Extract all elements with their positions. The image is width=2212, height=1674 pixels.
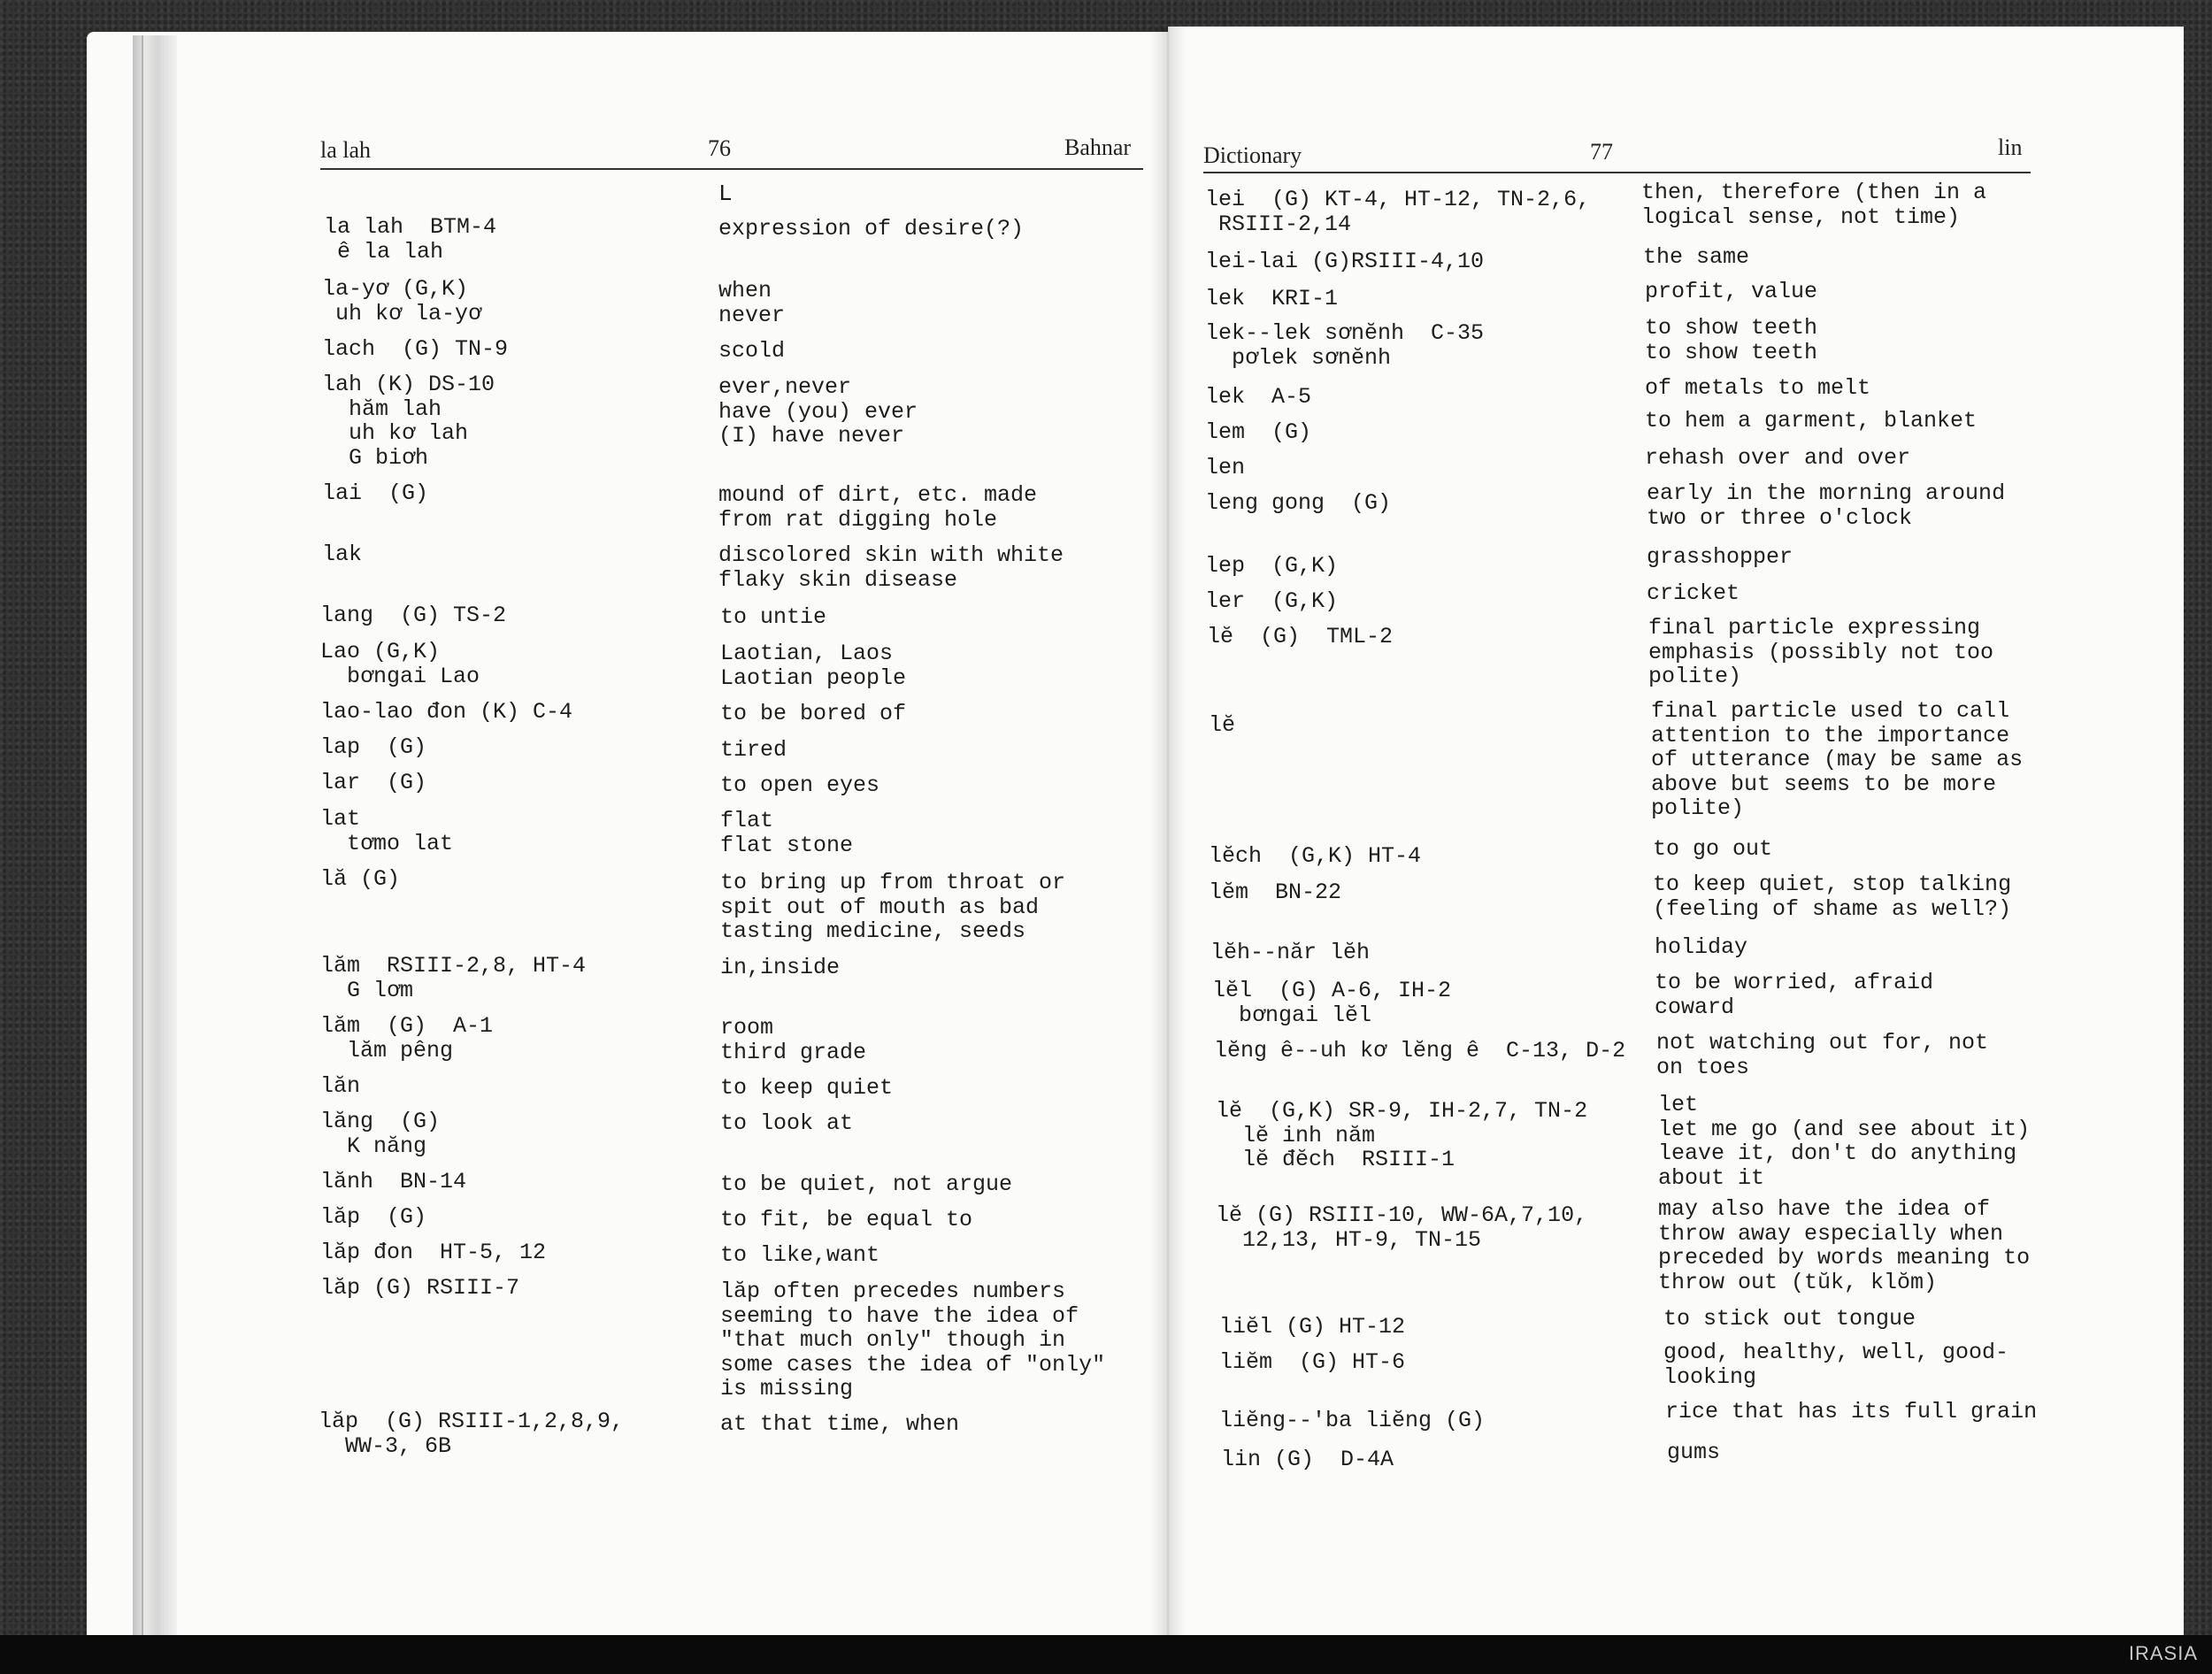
entry-term: lin (G) D-4A	[1221, 1447, 1394, 1472]
entry-term: lek KRI-1	[1205, 286, 1339, 311]
entry-gloss: expression of desire(?)	[718, 216, 1025, 242]
entry-gloss: final particle expressing emphasis (possibly not too polite)	[1648, 615, 1994, 689]
left-running-title: Bahnar	[1064, 134, 1132, 160]
right-header-rule	[1203, 172, 2031, 173]
entry-term: lăp (G) RSIII-7	[320, 1275, 520, 1301]
entry-gloss: rehash over and over	[1645, 445, 1911, 471]
entry-gloss: not watching out for, not on toes	[1656, 1030, 1989, 1080]
entry-term: lak	[322, 541, 363, 567]
entry-term: lĕ	[1209, 712, 1236, 738]
entry-term: lek--lek sơnĕnh C-35 pơlek sơnĕnh	[1205, 320, 1485, 371]
entry-term: lep (G,K)	[1205, 553, 1339, 579]
book-gutter	[1150, 27, 1186, 1635]
entry-term: lar (G)	[320, 770, 427, 795]
entry-term: lap (G)	[320, 734, 427, 760]
entry-term: lĕh--năr lĕh	[1210, 940, 1371, 965]
entry-term: lat tơmo lat	[320, 806, 454, 856]
entry-term: lăm RSIII-2,8, HT-4 G lơm	[320, 953, 587, 1003]
left-header-rule	[320, 168, 1143, 170]
entry-gloss: flat flat stone	[720, 808, 854, 858]
entry-gloss: ever,never have (you) ever (I) have never	[718, 374, 918, 449]
entry-term: lai (G)	[322, 480, 429, 506]
entry-term: lei-lai (G)RSIII-4,10	[1205, 249, 1485, 274]
entry-gloss: final particle used to call attention to the importance of utterance (may be same as above but seems to be more polite)	[1651, 698, 2024, 821]
entry-gloss: profit, value	[1645, 279, 1818, 304]
entry-gloss: room third grade	[720, 1015, 867, 1065]
entry-term: lao-lao đon (K) C-4	[320, 699, 573, 725]
entry-term: lĕ (G,K) SR-9, IH-2,7, TN-2 lĕ inh năm lĕ đĕch RSIII-1	[1216, 1098, 1588, 1172]
entry-term: lĕng ê--uh kơ lĕng ê C-13, D-2	[1214, 1038, 1626, 1064]
entry-term: lăp (G) RSIII-1,2,8,9, WW-3, 6B	[319, 1409, 625, 1459]
entry-gloss: lăp often precedes numbers seeming to have the idea of "that much only" though in some cases the idea of "only" is missing	[720, 1279, 1106, 1401]
left-guide-word: la lah	[320, 137, 372, 163]
entry-gloss: to be bored of	[720, 701, 907, 726]
entry-term: lăp (G)	[320, 1204, 427, 1230]
entry-gloss: scold	[718, 338, 786, 364]
entry-term: la-yơ (G,K) uh kơ la-yơ	[322, 276, 482, 326]
entry-term: ler (G,K)	[1205, 588, 1339, 614]
entry-gloss: cricket	[1647, 580, 1740, 606]
entry-gloss: grasshopper	[1647, 544, 1793, 570]
entry-gloss: to keep quiet, stop talking (feeling of shame as well?)	[1653, 872, 2012, 922]
entry-gloss: in,inside	[720, 955, 841, 980]
entry-term: lĕch (G,K) HT-4	[1209, 843, 1422, 869]
entry-term: leng gong (G)	[1205, 490, 1392, 516]
entry-term: lah (K) DS-10 hăm lah uh kơ lah G biơh	[322, 372, 495, 471]
entry-term: lăp đon HT-5, 12	[320, 1240, 547, 1265]
entry-term: lĕm BN-22	[1209, 879, 1342, 905]
entry-gloss: when never	[718, 278, 786, 328]
entry-gloss: to be quiet, not argue	[720, 1171, 1013, 1197]
entry-term: lăn	[320, 1073, 361, 1099]
entry-term: lĕ (G) TML-2	[1207, 624, 1394, 649]
entry-term: lĕl (G) A-6, IH-2 bơngai lĕl	[1212, 978, 1452, 1028]
entry-term: len	[1205, 455, 1246, 480]
page-stack-edge	[133, 35, 177, 1635]
watermark: IRASIA	[2128, 1642, 2198, 1664]
entry-gloss: the same	[1643, 244, 1750, 270]
entry-gloss: mound of dirt, etc. made from rat digging hole	[718, 482, 1038, 533]
entry-gloss: good, healthy, well, good- looking	[1663, 1340, 2009, 1390]
entry-term: lănh BN-14	[320, 1169, 467, 1194]
entry-term: la lah BTM-4 ê la lah	[324, 214, 497, 265]
entry-term: lem (G)	[1205, 419, 1312, 445]
bottom-bar	[0, 1635, 2212, 1674]
entry-gloss: then, therefore (then in a logical sense, not time)	[1641, 180, 1987, 230]
entry-gloss: Laotian, Laos Laotian people	[720, 641, 907, 691]
entry-term: Lao (G,K) bơngai Lao	[320, 639, 480, 689]
entry-gloss: to be worried, afraid coward	[1655, 970, 1934, 1020]
entry-term: liĕng--'ba liĕng (G)	[1219, 1408, 1486, 1433]
entry-term: lang (G) TS-2	[320, 603, 507, 628]
entry-term: lă (G)	[320, 866, 401, 892]
entry-term: lăm (G) A-1 lăm pêng	[320, 1013, 494, 1064]
entry-gloss: early in the morning around two or three o'clock	[1647, 480, 2006, 531]
entry-gloss: tired	[720, 737, 787, 763]
entry-gloss: to look at	[720, 1110, 854, 1136]
entry-term: lei (G) KT-4, HT-12, TN-2,6, RSIII-2,14	[1205, 187, 1591, 237]
entry-gloss: to open eyes	[720, 772, 880, 798]
entry-gloss: may also have the idea of throw away especially when preceded by words meaning to throw out (tŭk, klŏm)	[1658, 1196, 2031, 1295]
entry-gloss: holiday	[1655, 934, 1748, 960]
entry-term: lăng (G) K năng	[320, 1109, 441, 1159]
right-page-number: 77	[1590, 139, 1613, 165]
entry-term: lach (G) TN-9	[322, 336, 509, 362]
entry-gloss: let let me go (and see about it) leave it, don't do anything about it	[1658, 1092, 2031, 1191]
entry-gloss: to bring up from throat or spit out of mouth as bad tasting medicine, seeds	[720, 870, 1066, 944]
entry-gloss: to stick out tongue	[1663, 1306, 1916, 1332]
entry-gloss: to go out	[1653, 836, 1773, 862]
entry-term: liĕl (G) HT-12	[1219, 1314, 1406, 1340]
right-guide-word: lin	[1998, 134, 2023, 160]
right-running-title: Dictionary	[1203, 142, 1302, 168]
entry-gloss: to fit, be equal to	[720, 1207, 973, 1232]
section-letter: L	[718, 180, 733, 207]
entry-term: lĕ (G) RSIII-10, WW-6A,7,10, 12,13, HT-9, TN-15	[1216, 1202, 1588, 1253]
entry-gloss: at that time, when	[720, 1411, 960, 1437]
entry-gloss: of metals to melt	[1645, 375, 1871, 401]
entry-term: liĕm (G) HT-6	[1219, 1349, 1406, 1375]
entry-gloss: discolored skin with white flaky skin disease	[718, 542, 1064, 593]
entry-gloss: gums	[1667, 1440, 1721, 1465]
entry-gloss: to hem a garment, blanket	[1645, 408, 1978, 434]
entry-term: lek A-5	[1205, 384, 1312, 410]
entry-gloss: rice that has its full grain	[1665, 1399, 2038, 1424]
entry-gloss: to keep quiet	[720, 1075, 894, 1101]
entry-gloss: to show teeth to show teeth	[1645, 315, 1818, 365]
left-page-number: 76	[708, 135, 731, 161]
entry-gloss: to untie	[720, 604, 827, 630]
entry-gloss: to like,want	[720, 1242, 880, 1268]
